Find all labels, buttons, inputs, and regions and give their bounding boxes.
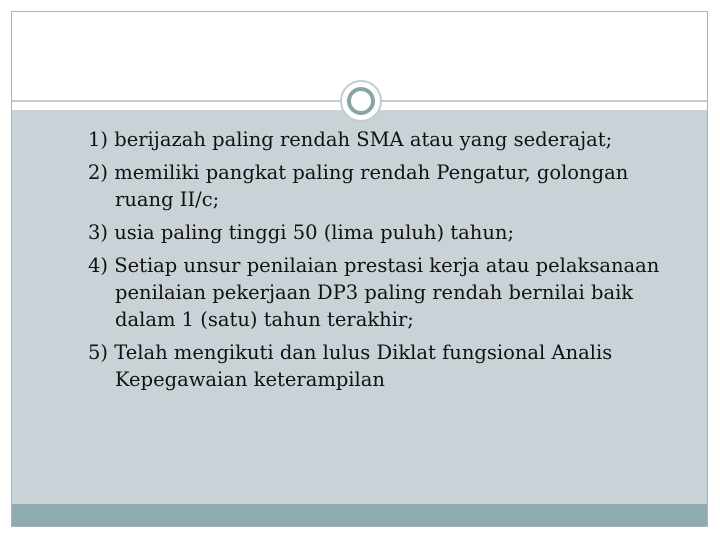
- list-item: [88, 252, 688, 333]
- circle-ornament-icon: [340, 80, 382, 122]
- requirements-list: [88, 126, 688, 399]
- list-item-text: 3) usia paling tinggi 50 (lima puluh) tahun;: [88, 221, 515, 244]
- list-item-text: 4) Setiap unsur penilaian prestasi kerja atau pelaksanaan penilaian pekerjaan DP3 paling rendah bernilai baik dalam 1 (satu) tahun terakhir;: [88, 254, 660, 331]
- list-item-text: 1) berijazah paling rendah SMA atau yang sederajat;: [88, 128, 613, 151]
- footer-bar: [12, 504, 707, 526]
- list-item: [88, 159, 688, 213]
- list-item: [88, 219, 688, 246]
- list-item: [88, 126, 688, 153]
- circle-ring-icon: [347, 87, 375, 115]
- list-item-text: 2) memiliki pangkat paling rendah Pengatur, golongan ruang II/c;: [88, 161, 629, 211]
- list-item: [88, 339, 688, 393]
- list-item-text: 5) Telah mengikuti dan lulus Diklat fungsional Analis Kepegawaian keterampilan: [88, 341, 613, 391]
